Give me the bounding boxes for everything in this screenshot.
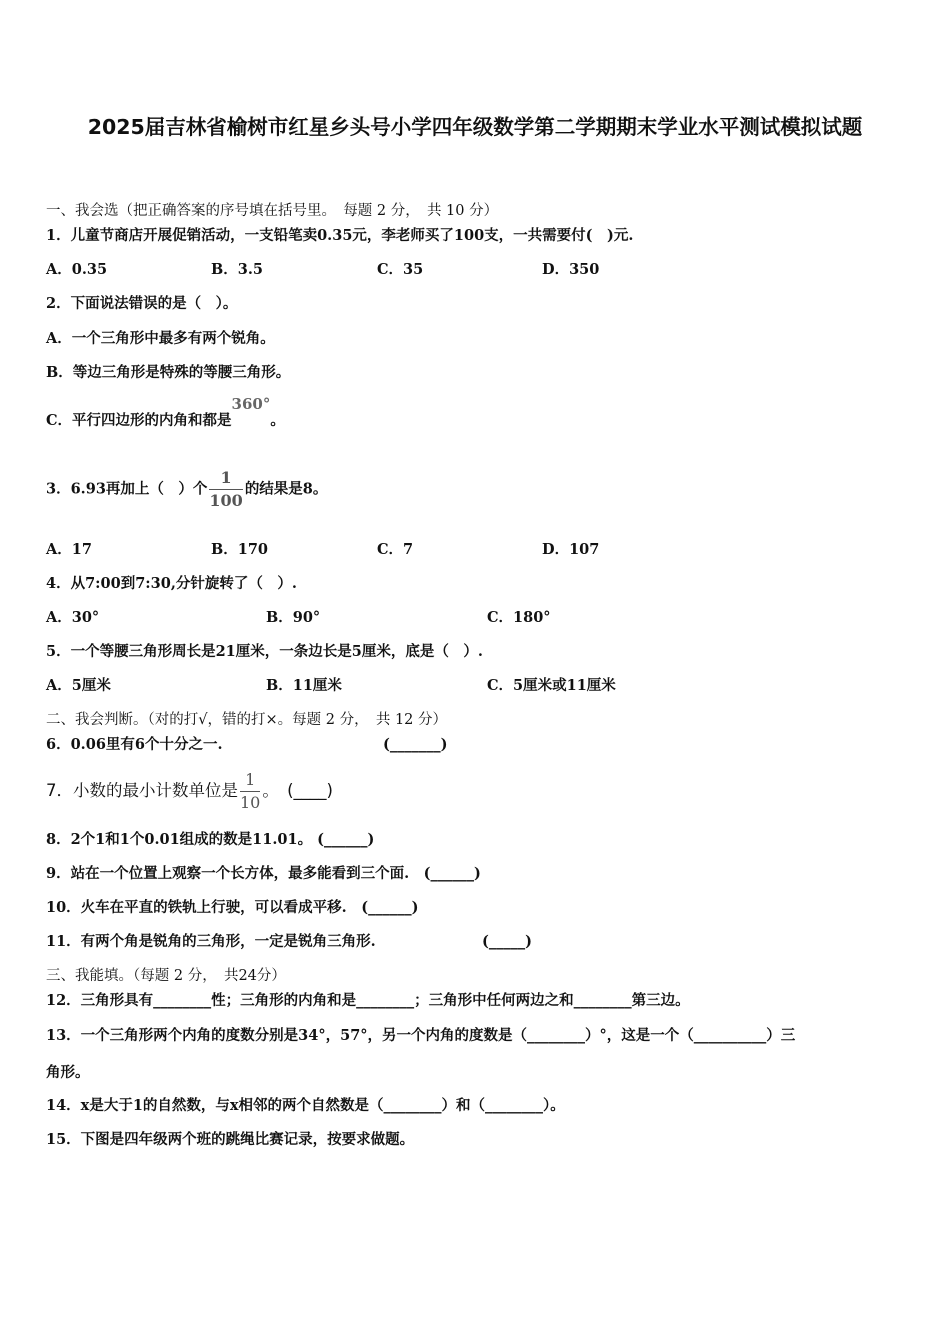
section-2-heading: 二、我会判断。（对的打√，错的打×。每题 2 分， 共 12 分）: [46, 712, 447, 728]
question-7: [46, 770, 333, 813]
question-14: 14．x是大于1的自然数，与x相邻的两个自然数是（________）和（________）。: [46, 1097, 565, 1114]
question-7-text-pre: 7．小数的最小计数单位是: [46, 781, 238, 800]
question-5-option-c: C．5厘米或11厘米: [487, 677, 616, 694]
question-5: 5．一个等腰三角形周长是21厘米，一条边长是5厘米，底是（ ）.: [46, 643, 483, 660]
question-1: 1．儿童节商店开展促销活动，一支铅笔卖0.35元，李老师买了100支，一共需要付( )元.: [46, 227, 634, 244]
question-2-option-b: B．等边三角形是特殊的等腰三角形。: [46, 364, 291, 381]
question-6-answer-blank[interactable]: (_______): [383, 736, 448, 753]
question-2-option-c: [46, 395, 285, 431]
question-13-line-2: 角形。: [46, 1064, 90, 1081]
question-5-option-a: A．5厘米: [46, 677, 111, 694]
question-11: 11．有两个角是锐角的三角形，一定是锐角三角形.: [46, 933, 376, 950]
question-7-text-post: 。 (____): [262, 781, 333, 800]
question-2-option-c-text: C．平行四边形的内角和都是: [46, 412, 232, 429]
question-8: 8．2个1和1个0.01组成的数是11.01。 (______): [46, 831, 375, 848]
page-title: 2025届吉林省榆树市红星乡头号小学四年级数学第二学期期末学业水平测试模拟试题: [87, 115, 863, 139]
question-1-option-c: C．35: [377, 261, 424, 278]
fraction-1-100: [209, 468, 242, 511]
question-9: 9．站在一个位置上观察一个长方体，最多能看到三个面. (______): [46, 865, 481, 882]
fraction-numerator: 1: [245, 770, 256, 789]
question-11-answer-blank[interactable]: (_____): [482, 933, 532, 950]
question-2: 2．下面说法错误的是（ ）。: [46, 295, 238, 312]
question-3-option-a: A．17: [46, 541, 92, 558]
question-10: 10．火车在平直的铁轨上行驶，可以看成平移. (______): [46, 899, 419, 916]
question-12: 12．三角形具有________性；三角形的内角和是________；三角形中任何两边之和________第三边。: [46, 992, 690, 1009]
question-3-option-b: B．170: [211, 541, 269, 558]
question-3-text-post: 的结果是8。: [244, 480, 328, 498]
question-3-option-c: C．7: [377, 541, 414, 558]
fraction-1-10: [240, 770, 260, 813]
section-3-heading: 三、我能填。（每题 2 分， 共24分）: [46, 968, 286, 984]
question-1-option-b: B．3.5: [211, 261, 263, 278]
question-3-text-pre: 3．6.93再加上（ ）个: [46, 480, 208, 498]
question-13-line-1: 13．一个三角形两个内角的度数分别是34°，57°，另一个内角的度数是（________）°，这是一个（__________）三: [46, 1027, 796, 1044]
question-5-option-b: B．11厘米: [266, 677, 342, 694]
question-1-option-d: D．350: [542, 261, 600, 278]
section-1-heading: 一、我会选（把正确答案的序号填在括号里。 每题 2 分， 共 10 分）: [46, 203, 499, 219]
question-4-option-a: A．30°: [46, 609, 100, 626]
question-3: [46, 468, 327, 511]
question-2-option-a: A．一个三角形中最多有两个锐角。: [46, 330, 275, 347]
question-4-option-b: B．90°: [266, 609, 321, 626]
question-15: 15．下图是四年级两个班的跳绳比赛记录，按要求做题。: [46, 1131, 415, 1148]
question-3-option-d: D．107: [542, 541, 600, 558]
question-4: 4．从7:00到7:30,分针旋转了（ ）.: [46, 575, 297, 592]
fraction-denominator: 100: [209, 491, 243, 510]
fraction-numerator: 1: [220, 468, 232, 487]
angle-value: 360°: [231, 395, 271, 413]
question-2-option-c-end: 。: [270, 412, 285, 429]
question-4-option-c: C．180°: [487, 609, 551, 626]
question-1-option-a: A．0.35: [46, 261, 108, 278]
fraction-denominator: 10: [240, 793, 261, 812]
question-6: 6．0.06里有6个十分之一.: [46, 736, 223, 753]
